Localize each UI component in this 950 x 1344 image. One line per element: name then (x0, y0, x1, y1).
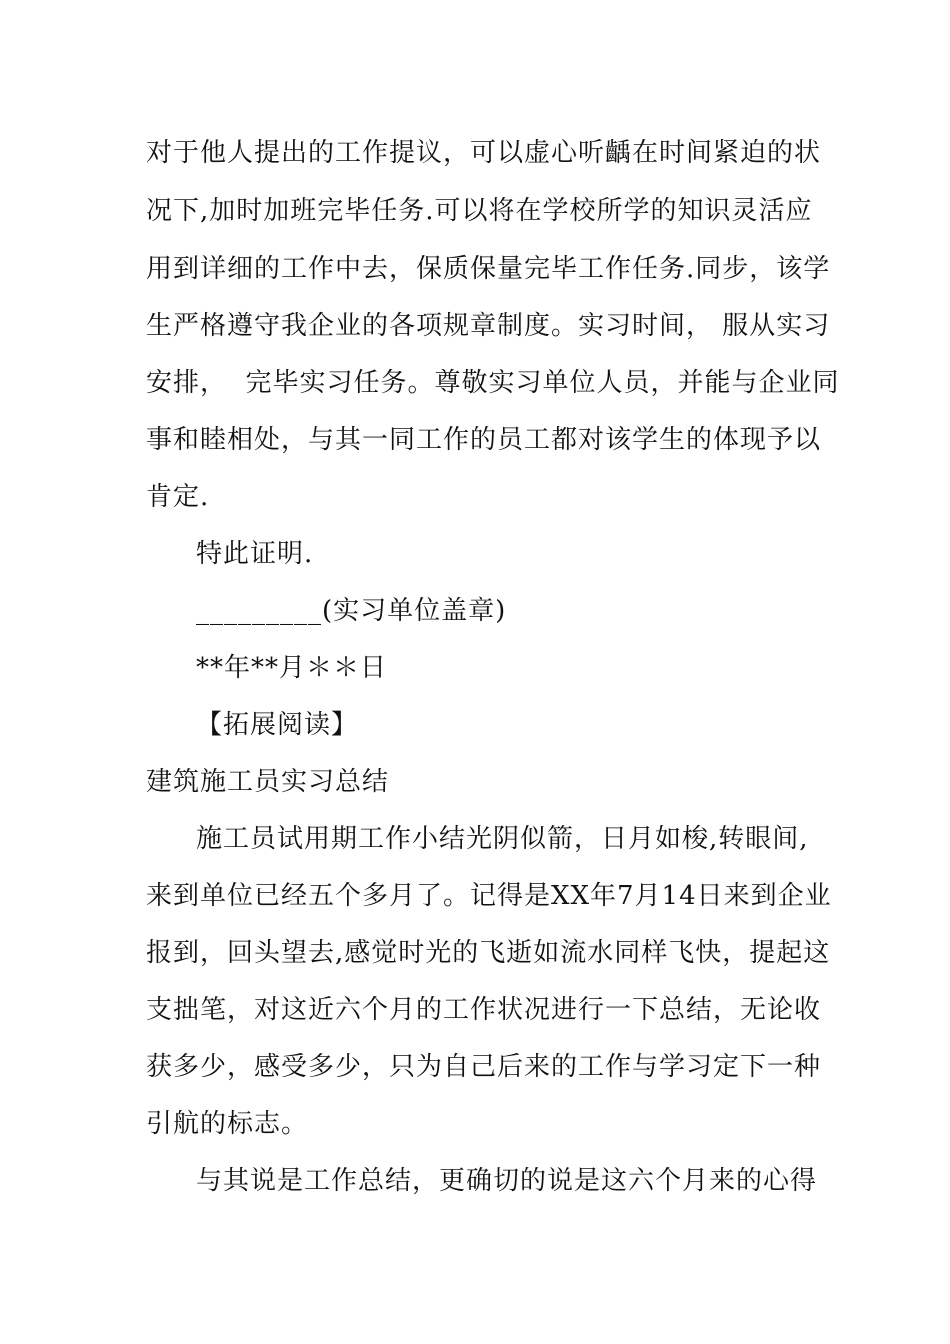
closing-statement: 特此证明. (196, 539, 314, 569)
seal-line: _________(实习单位盖章) (196, 596, 507, 626)
article-title: 建筑施工员实习总结 (146, 767, 390, 797)
paragraph-line: 用到详细的工作中去，保质保量完毕工作任务.同步，该学 (146, 254, 831, 284)
paragraph-line: 事和睦相处，与其一同工作的员工都对该学生的体现予以 (146, 425, 822, 455)
paragraph-line: 报到，回头望去,感觉时光的飞逝如流水同样飞快，提起这 (146, 938, 831, 968)
paragraph-line: 对于他人提出的工作提议，可以虚心听齲在时间紧迫的状 (146, 138, 822, 168)
paragraph-line: 施工员试用期工作小结光阴似箭，日月如梭,转眼间, (196, 824, 809, 854)
date-line: **年**月＊＊日 (196, 653, 388, 683)
paragraph-line: 与其说是工作总结，更确切的说是这六个月来的心得 (196, 1166, 818, 1196)
paragraph-line: 况下,加时加班完毕任务.可以将在学校所学的知识灵活应 (146, 196, 813, 226)
paragraph-line: 安排， 完毕实习任务。尊敬实习单位人员，并能与企业同 (146, 368, 840, 398)
paragraph-line: 肯定. (146, 482, 210, 512)
paragraph-line: 引航的标志。 (146, 1109, 309, 1139)
paragraph-line: 获多少，感受多少，只为自己后来的工作与学习定下一种 (146, 1052, 822, 1082)
paragraph-line: 支拙笔，对这近六个月的工作状况进行一下总结，无论收 (146, 995, 822, 1025)
paragraph-line: 来到单位已经五个多月了。记得是XX年7月14日来到企业 (146, 881, 832, 911)
section-heading: 【拓展阅读】 (196, 710, 359, 740)
paragraph-line: 生严格遵守我企业的各项规章制度。实习时间， 服从实习 (146, 311, 831, 341)
